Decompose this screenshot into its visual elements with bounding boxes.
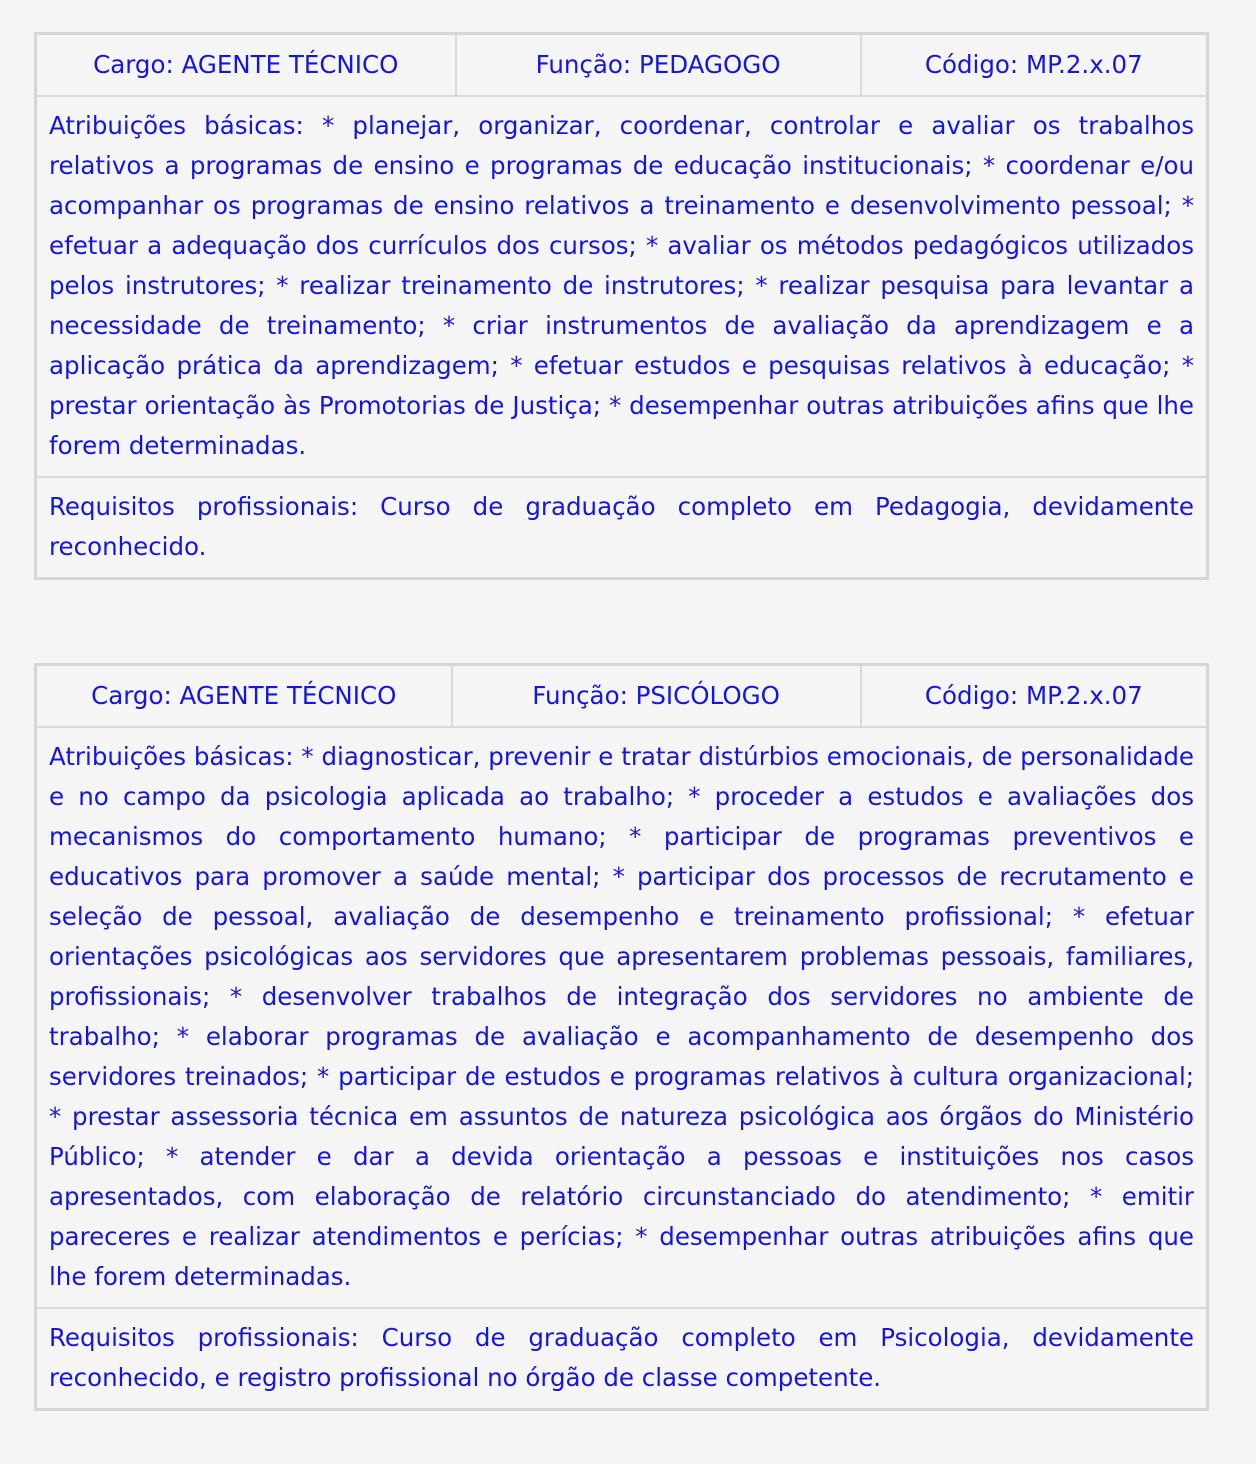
atribuicoes-row [36,96,1208,477]
atribuicoes-label: Atribuições básicas: [49,742,294,771]
atribuicoes-text: * diagnosticar, prevenir e tratar distúrbios emocionais, de personalidade e no campo da psicologia aplicada ao trabalho; * proceder a estudos e avaliações dos mecanismos do comportamento humano; * participar de programas preventivos e educativos para promover a saúde mental; * participar dos processos de recrutamento e seleção de pessoal, avaliação de desempenho e treinamento profissional; * efetuar orientações psicológicas aos servidores que apresentarem problemas pessoais, familiares, profissionais; * desenvolver trabalhos de integração dos servidores no ambiente de trabalho; * elaborar programas de avaliação e acompanhamento de desempenho dos servidores treinados; * participar de estudos e programas relativos à cultura organizacional; * prestar assessoria técnica em assuntos de natureza psicológica aos órgãos do Ministério Público; * atender e dar a devida orientação a pessoas e instituições nos casos apresentados, com elaboração de relatório circunstanciado do atendimento; * emitir pareceres e realizar atendimentos e perícias; * desempenhar outras atribuições afins que lhe forem determinadas. [49,742,1194,1291]
atribuicoes-cell [36,96,1208,477]
job-table-psicologo [34,663,1209,1411]
requisitos-label: Requisitos profissionais: [49,492,359,521]
funcao-cell: Função: PEDAGOGO [456,34,861,97]
atribuicoes-text: * planejar, organizar, coordenar, controlar e avaliar os trabalhos relativos a programas de ensino e programas de educação institucionais; * coordenar e/ou acompanhar os programas de ensino relativos a treinamento e desenvolvimento pessoal; * efetuar a adequação dos currículos dos cursos; * avaliar os métodos pedagógicos utilizados pelos instrutores; * realizar treinamento de instrutores; * realizar pesquisa para levantar a necessidade de treinamento; * criar instrumentos de avaliação da aprendizagem e a aplicação prática da aprendizagem; * efetuar estudos e pesquisas relativos à educação; * prestar orientação às Promotorias de Justiça; * desempenhar outras atribuições afins que lhe forem determinadas. [49,111,1194,460]
cargo-cell: Cargo: AGENTE TÉCNICO [36,34,456,97]
atribuicoes-label: Atribuições básicas: [49,111,304,140]
atribuicoes-cell [36,727,1208,1308]
cargo-cell: Cargo: AGENTE TÉCNICO [36,665,452,728]
job-header-row [36,665,1208,728]
requisitos-cell [36,1308,1208,1410]
requisitos-label: Requisitos profissionais: [49,1323,359,1352]
requisitos-row [36,477,1208,579]
job-header-row [36,34,1208,97]
atribuicoes-row [36,727,1208,1308]
requisitos-text: Curso de graduação completo em Pedagogia, devidamente reconhecido. [49,492,1194,561]
codigo-cell: Código: MP.2.x.07 [861,34,1208,97]
job-table-pedagogo [34,32,1209,580]
funcao-cell: Função: PSICÓLOGO [452,665,861,728]
codigo-cell: Código: MP.2.x.07 [861,665,1208,728]
requisitos-row [36,1308,1208,1410]
requisitos-text: Curso de graduação completo em Psicologia, devidamente reconhecido, e registro profissional no órgão de classe competente. [49,1323,1194,1392]
requisitos-cell [36,477,1208,579]
